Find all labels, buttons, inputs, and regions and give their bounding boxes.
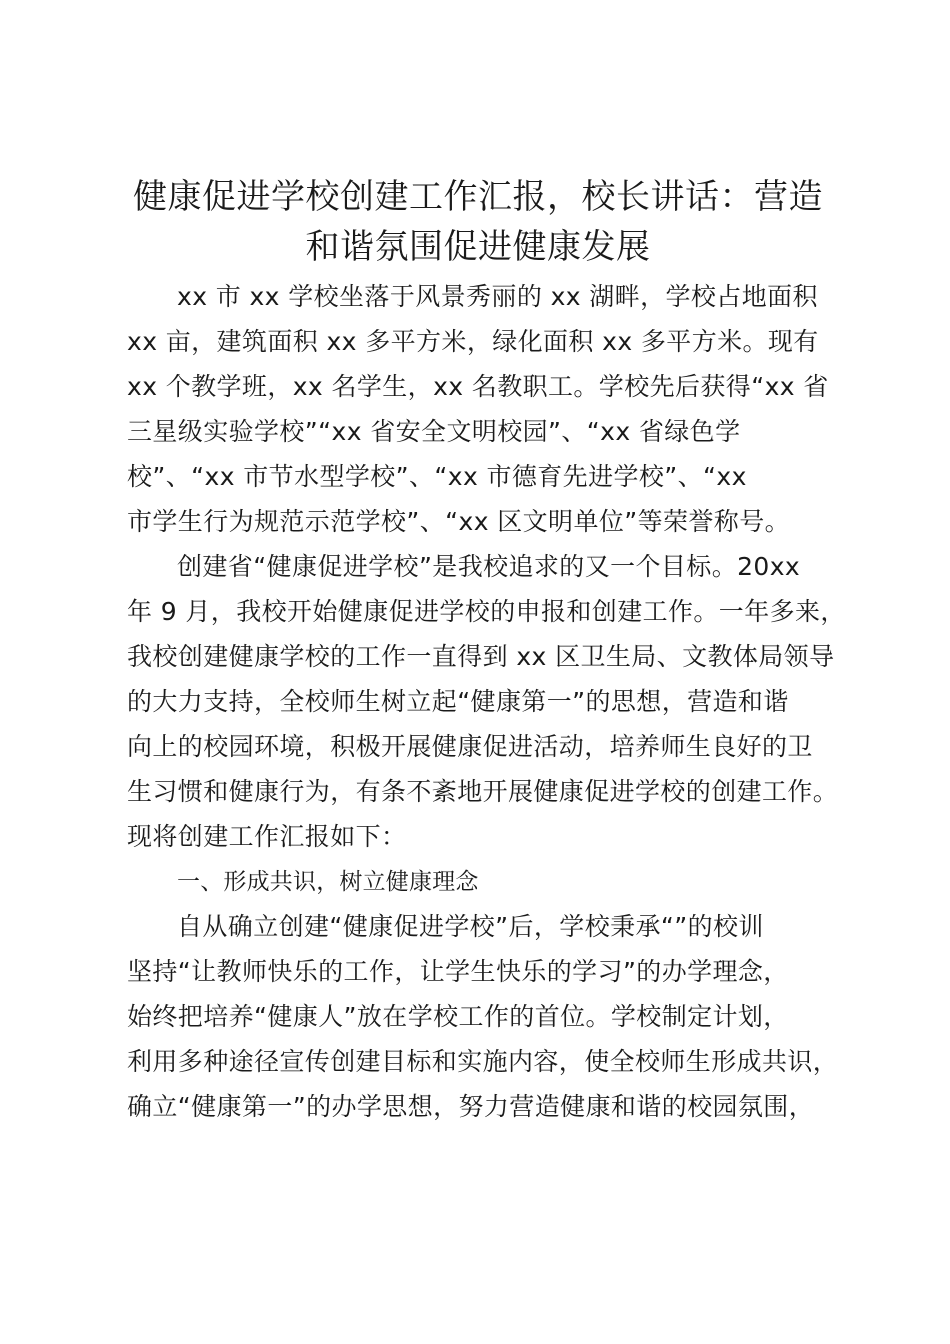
- document-title: [120, 172, 836, 272]
- paragraph-line: 确立“健康第一”的办学思想，努力营造健康和谐的校园氛围，: [127, 1092, 815, 1121]
- paragraph-line: 的大力支持，全校师生树立起“健康第一”的思想，营造和谐: [127, 687, 789, 716]
- paragraph-line: xx 亩，建筑面积 xx 多平方米，绿化面积 xx 多平方米。现有: [127, 327, 819, 356]
- title-line: 和谐氛围促进健康发展: [305, 227, 651, 267]
- paragraph-line: 创建省“健康促进学校”是我校追求的又一个目标。20xx: [177, 552, 801, 581]
- paragraph-line: 年 9 月，我校开始健康促进学校的申报和创建工作。一年多来，: [127, 597, 846, 626]
- paragraph-line: 生习惯和健康行为，有条不紊地开展健康促进学校的创建工作。: [127, 777, 839, 806]
- title-line: 健康促进学校创建工作汇报，校长讲话：营造: [133, 177, 823, 217]
- paragraph-line: xx 市 xx 学校坐落于风景秀丽的 xx 湖畔，学校占地面积: [177, 282, 818, 311]
- paragraph-line: 我校创建健康学校的工作一直得到 xx 区卫生局、文教体局领导: [127, 642, 835, 671]
- paragraph-line: 三星级实验学校”“xx 省安全文明校园”、“xx 省绿色学: [127, 417, 741, 446]
- paragraph-line: 自从确立创建“健康促进学校”后，学校秉承“”的校训: [177, 912, 764, 941]
- paragraph-line: 现将创建工作汇报如下：: [127, 822, 407, 851]
- paragraph-line: 校”、“xx 市节水型学校”、“xx 市德育先进学校”、“xx: [127, 462, 747, 491]
- paragraph-line: xx 个教学班，xx 名学生，xx 名教职工。学校先后获得“xx 省: [127, 372, 829, 401]
- section-heading: 一、形成共识，树立健康理念: [177, 869, 479, 895]
- paragraph-line: 始终把培养“健康人”放在学校工作的首位。学校制定计划，: [127, 1002, 789, 1031]
- paragraph-line: 利用多种途径宣传创建目标和实施内容，使全校师生形成共识，: [127, 1047, 839, 1076]
- paragraph-line: 市学生行为规范示范学校”、“xx 区文明单位”等荣誉称号。: [127, 507, 790, 536]
- paragraph-line: 向上的校园环境，积极开展健康促进活动，培养师生良好的卫: [127, 732, 813, 761]
- paragraph-line: 坚持“让教师快乐的工作，让学生快乐的学习”的办学理念，: [127, 957, 789, 986]
